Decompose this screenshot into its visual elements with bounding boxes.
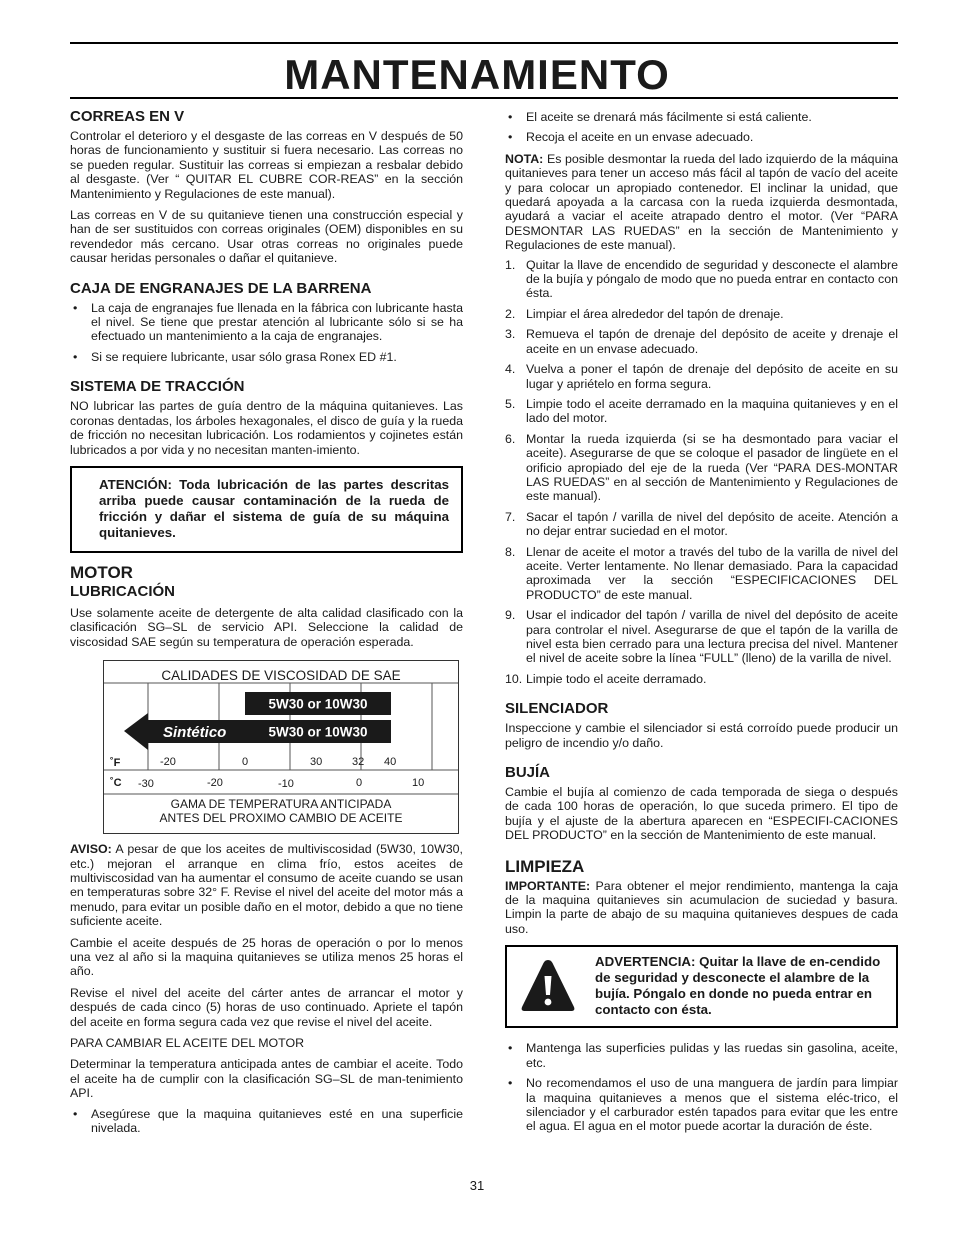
importante-label: IMPORTANTE:: [505, 878, 591, 893]
step-text: Llenar de aceite el motor a través del tubo de la varilla de nivel del aceite. Verter lentamente. No llenar demasiado. Para la capacidad aproximada ver la sección “ESPECIFICACIONES DEL PRODUCTO” de este manual.: [526, 544, 898, 602]
motor-paragraph-5: Determinar la temperatura anticipada antes de cambiar el aceite. Todo el aceite ha de cumplir con la clasificación SG–SL de man-tenimiento API.: [70, 1057, 463, 1101]
traccion-heading: SISTEMA DE TRACCIÓN: [70, 378, 245, 396]
correas-paragraph-1: Controlar el deterioro y el desgaste de las correas en V después de 50 horas de funcionamiento y sustituir si fuera necesario. Las correas no se pueden regular. Sustituir las correas si empiezan a resbalar debido al desgaste. (Ver “ QUITAR EL CUBRE COR-REAS” en la sección Mantenimiento y Regulaciones de este manual).: [70, 129, 463, 201]
step-number: 9.: [505, 608, 516, 623]
nota-text: Es posible desmontar la rueda del lado izquierdo de la máquina quitanieves para tener un acceso más fácil al tapón de vacío del aceite y para colocar un apropiado contenedor. El inclinar la unidad, que quedará apoyada a la carcasa con la rueda izquierda desmontada, ayudará a vaciar el aceite atrapado dentro el motor. (Ver “PARA DESMONTAR LAS RUEDAS” en la sección de Mantenimiento y Regulaciones de este manual).: [505, 151, 898, 253]
step-text: Limpie todo el aceite derramado en la maquina quitanieves y en el lado del motor.: [526, 396, 898, 426]
bar-lower-label: 5W30 or 10W30: [268, 724, 368, 740]
c-tick: -10: [278, 778, 294, 791]
list-item: [505, 362, 898, 391]
list-item: [505, 608, 898, 666]
list-item: • El aceite se drenará más fácilmente si está caliente.: [505, 110, 898, 124]
sintetico-label: Sintético: [163, 724, 227, 742]
lubricacion-paragraph: Use solamente aceite de detergente de alta calidad clasificado con la clasificación SG–SL de servicio API. Seleccione la calidad de viscosidad SAE según su temperatura de operación esperada.: [70, 605, 463, 649]
chart-footer-line-1: GAMA DE TEMPERATURA ANTICIPADA: [170, 797, 392, 812]
importante-text: Para obtener el mejor rendimiento, mantenga la caja de la maquina quitanieves sin acumulacion de suciedad y basura. Limpin la parte de abajo de su maquina quitanieves despues de cada uso.: [505, 878, 898, 936]
list-item: [505, 307, 898, 321]
right-column: [505, 108, 898, 1134]
step-text: Vuelva a poner el tapón de drenaje del depósito de aceite en su lugar y apriételo en forma segura.: [526, 362, 898, 391]
motor-paragraph-2: Cambie el aceite después de 25 horas de operación o por lo menos una vez al año si la maquina quitanieves se utiliza menos 25 horas el año.: [70, 935, 463, 979]
fahrenheit-unit: ˚F: [110, 757, 121, 770]
step-number: 6.: [505, 431, 516, 446]
step-number: 10.: [505, 671, 523, 686]
step-text: Remueva el tapón de drenaje del depósito de aceite y drenaje el aceite en un envase adecuado.: [526, 327, 898, 356]
viscosity-chart: [103, 660, 459, 834]
c-tick: 0: [356, 777, 363, 790]
step-text: Sacar el tapón / varilla de nivel del depósito de aceite. Atención a no dejar entrar suciedad en el motor.: [526, 509, 898, 539]
list-item: • Si se requiere lubricante, usar sólo grasa Ronex ED #1.: [70, 350, 463, 364]
page-title: MANTENAMIENTO: [284, 51, 670, 98]
list-item: [505, 545, 898, 603]
list-item: [505, 327, 898, 356]
list-item: [505, 432, 898, 504]
step-number: 7.: [505, 509, 516, 524]
f-tick: 32: [352, 756, 365, 769]
step-text: Limpie todo el aceite derramado.: [526, 671, 707, 686]
c-tick: 10: [412, 777, 425, 790]
top-rule: [70, 42, 898, 44]
left-column: [70, 108, 463, 1135]
limpieza-bullets: [505, 1041, 898, 1133]
attention-box: [70, 466, 463, 553]
bujia-heading: BUJÍA: [505, 764, 551, 782]
list-item: [505, 672, 898, 686]
oil-change-steps: [505, 258, 898, 687]
caja-bullets: [70, 301, 463, 365]
chart-footer-line-2: ANTES DEL PROXIMO CAMBIO DE ACEITE: [159, 811, 403, 826]
limpieza-heading: LIMPIEZA: [505, 856, 585, 876]
page-number: 31: [469, 1178, 485, 1193]
list-item: • Asegúrese que la maquina quitanieves esté en una superficie nivelada.: [70, 1107, 463, 1136]
step-number: 2.: [505, 306, 516, 321]
lubricacion-heading: LUBRICACIÓN: [70, 582, 175, 600]
list-item: • Recoja el aceite en un envase adecuado.: [505, 130, 898, 144]
step-number: 1.: [505, 257, 516, 272]
nota-label: NOTA:: [505, 151, 544, 166]
list-item: • La caja de engranajes fue llenada en la fábrica con lubricante hasta el nivel. Se tiene que prestar atención al lubricante sólo si se ha efectuado un mantenimiento a la caja de engranajes.: [70, 301, 463, 344]
step-text: Quitar la llave de encendido de seguridad y desconecte el alambre de la bujía y póngalo de modo que no pueda entrar en contacto con ésta.: [526, 257, 898, 301]
traccion-paragraph: NO lubricar las partes de guía dentro de la máquina quitanieves. Las coronas dentadas, los árboles hexagonales, el disco de guía y la rueda de fricción no necesitan lubricación. Los rodamientos y cojinetes están lubricados a por vida y no necesitan manten-imiento.: [70, 399, 463, 457]
list-item: [505, 510, 898, 539]
step-text: Usar el indicador del tapón / varilla de nivel del depósito de aceite para controlar el nivel. Asegurarse de que el tapón de la varilla de nivel esta bien cerrado para una lectura precisa del nivel. Mantener el nivel de aceite sobre la línea “FULL” (lleno) de la varilla de nivel.: [526, 608, 898, 666]
list-item: • Mantenga las superficies pulidas y las ruedas sin gasolina, aceite, etc.: [505, 1041, 898, 1070]
list-item: [505, 397, 898, 426]
aviso-paragraph: [70, 842, 463, 928]
correas-paragraph-2: Las correas en V de su quitanieve tienen una construcción especial y han de ser sustituidos con correas originales (OEM) disponibles en su revendedor más cercano. Usar otras correas no originales puede causar heridas personales o dañar el quitanieve.: [70, 208, 463, 266]
c-tick: -20: [207, 777, 223, 790]
step-number: 8.: [505, 544, 516, 559]
warning-text: ADVERTENCIA: Quitar la llave de en-cendido de seguridad y desconecte el alambre de la bujía. Póngalo en donde no pueda entrar en contacto con ésta.: [595, 954, 881, 1018]
bujia-paragraph: Cambie el bujía al comienzo de cada temporada de siega o después de cada 100 horas de operación, lo que suceda primero. El tipo de bujía y el ajuste de la abertura aparecen en “ESPECIFI-CACIONES DEL PRODUCTO” en la sección de Mantenimiento de este manual.: [505, 785, 898, 843]
step-text: Limpiar el área alrededor del tapón de drenaje.: [526, 306, 784, 321]
c-tick: -30: [138, 778, 154, 791]
aviso-text: A pesar de que los aceites de multiviscosidad (5W30, 10W30, etc.) mejoran el arranque en clima frío, estos aceites de multiviscosidad van ha aumentar el consumo de aceite cuando se usan en temperaturas sobre 32° F. Revise el nivel del aceite del motor más a menudo, para evitar un posible daño en el motor, debido a que no tiene suficiente aceite.: [70, 842, 463, 929]
silenciador-heading: SILENCIADOR: [505, 700, 609, 718]
f-tick: 40: [384, 756, 397, 769]
f-tick: 30: [310, 756, 323, 769]
aviso-label: AVISO:: [70, 842, 112, 857]
motor-paragraph-3: Revise el nivel del aceite del cárter antes de arrancar el motor y después de cada cinco (5) horas de uso continuado. Apriete el tapón del aceite en forma segura cada vez que revise el nivel del aceite.: [70, 985, 463, 1029]
nota-paragraph: [505, 152, 898, 253]
silenciador-paragraph: Inspeccione y cambie el silenciador si está corroído puede producir un peligro de incendio y/o daño.: [505, 721, 898, 750]
list-item: [505, 258, 898, 301]
list-item: • No recomendamos el uso de una manguera de jardín para limpiar la maquina quitanieves a menos que el sistema eléc-trico, el silenciador y el carburador estén tapados para evitar que les entre el agua. El agua en el motor puede acortar la duración de éste.: [505, 1076, 898, 1134]
step-number: 4.: [505, 362, 516, 377]
attention-text: ATENCIÓN: Toda lubricación de las partes descritas arriba puede causar contaminación de la rueda de fricción y dañar el sistema de guía de su máquina quitanieves.: [99, 476, 449, 540]
bar-upper-label: 5W30 or 10W30: [268, 696, 368, 712]
importante-paragraph: [505, 879, 898, 937]
f-tick: 0: [242, 756, 249, 769]
warning-triangle-icon: [519, 957, 577, 1015]
title-underline: [70, 97, 898, 99]
step-text: Montar la rueda izquierda (si se ha desmontado para vaciar el aceite). Asegurarse de que se coloque el pasador de lingüete en el orificio apropiado del eje de la rueda (Ver “PARA DES-MONTAR LAS RUEDAS” en al sección de Mantenimiento y Regulaciones de este manual).: [526, 431, 898, 504]
celsius-unit: ˚C: [110, 777, 122, 790]
chart-title: CALIDADES DE VISCOSIDAD DE SAE: [161, 668, 401, 684]
oil-change-heading: PARA CAMBIAR EL ACEITE DEL MOTOR: [70, 1036, 305, 1050]
caja-heading: CAJA DE ENGRANAJES DE LA BARRENA: [70, 279, 372, 297]
f-tick: -20: [160, 756, 176, 769]
step-number: 3.: [505, 327, 516, 342]
motor-heading: MOTOR: [70, 562, 133, 582]
motor-bullets-left: [70, 1107, 463, 1136]
correas-heading: CORREAS EN V: [70, 108, 185, 125]
step-number: 5.: [505, 396, 516, 411]
chart-footer: [104, 797, 458, 825]
motor-bullets-right: [505, 110, 898, 145]
warning-box: [505, 945, 898, 1028]
